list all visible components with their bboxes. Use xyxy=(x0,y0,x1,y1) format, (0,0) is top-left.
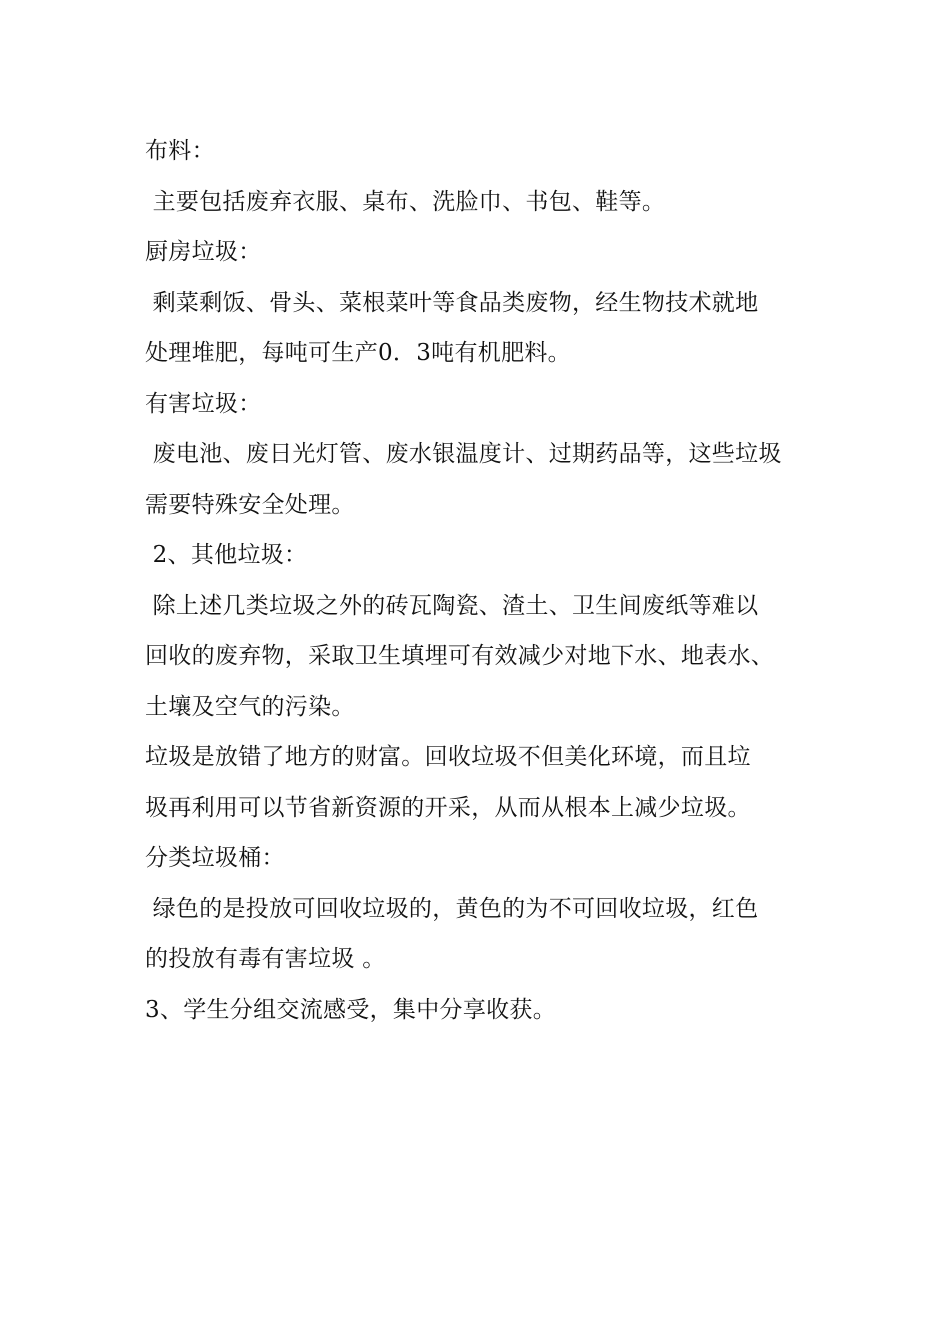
text-line: 剩菜剩饭、骨头、菜根菜叶等食品类废物，经生物技术就地 xyxy=(145,289,759,316)
text-line: 有害垃圾： xyxy=(145,390,262,417)
text-line: 处理堆肥，每吨可生产0．3吨有机肥料。 xyxy=(145,340,571,366)
text-line: 主要包括废弃衣服、桌布、洗脸巾、书包、鞋等。 xyxy=(145,188,666,215)
text-line: 圾再利用可以节省新资源的开采，从而从根本上减少垃圾。 xyxy=(145,794,751,821)
text-line: 3、学生分组交流感受，集中分享收获。 xyxy=(145,996,557,1023)
text-line: 绿色的是投放可回收垃圾的，黄色的为不可回收垃圾，红色 xyxy=(145,895,759,922)
text-line: 回收的废弃物，采取卫生填埋可有效减少对地下水、地表水、 xyxy=(145,643,775,669)
text-line: 布料： xyxy=(145,138,215,164)
text-line: 垃圾是放错了地方的财富。回收垃圾不但美化环境，而且垃 xyxy=(145,744,751,770)
text-line: 厨房垃圾： xyxy=(145,239,262,265)
text-line: 2、其他垃圾： xyxy=(145,542,308,568)
text-line: 的投放有毒有害垃圾 。 xyxy=(145,946,386,972)
text-line: 土壤及空气的污染。 xyxy=(145,693,355,720)
text-line: 除上述几类垃圾之外的砖瓦陶瓷、渣土、卫生间废纸等难以 xyxy=(145,592,759,619)
text-line: 分类垃圾桶： xyxy=(145,845,285,871)
text-line: 废电池、废日光灯管、废水银温度计、过期药品等，这些垃圾 xyxy=(145,441,782,467)
document-body xyxy=(145,126,807,1035)
text-line: 需要特殊安全处理。 xyxy=(145,491,355,518)
